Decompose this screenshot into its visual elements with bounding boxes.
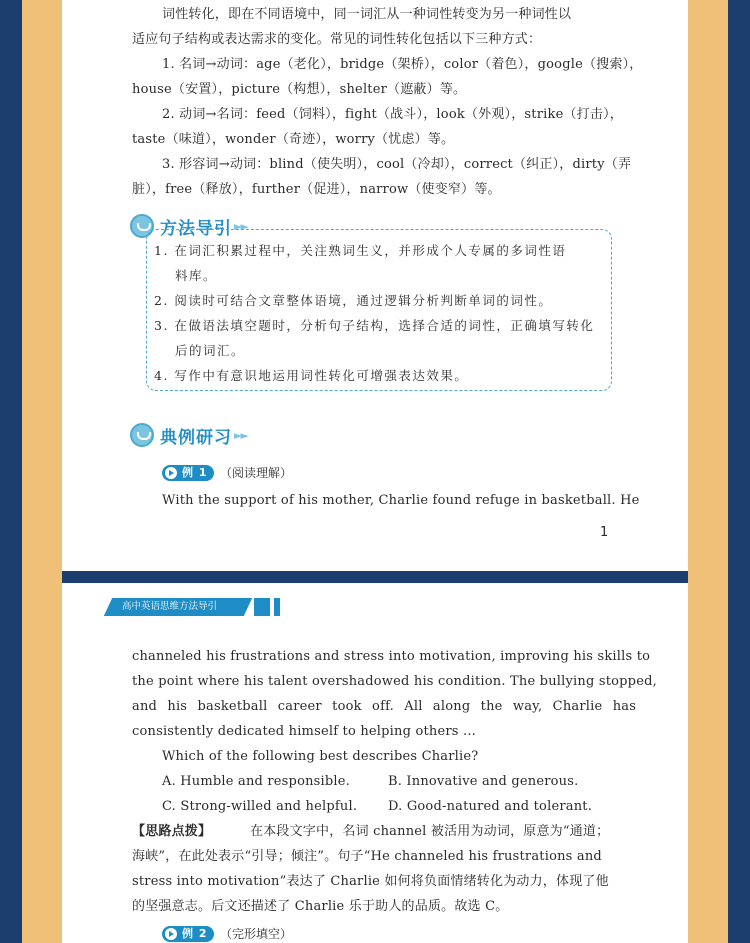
item-2-line-2: taste（味道），wonder（奇迹），worry（忧虑）等。 bbox=[132, 132, 455, 147]
tip-line: 3. 在做语法填空题时，分析句子结构，选择合适的词性，正确填写转化 bbox=[154, 318, 595, 333]
example-section-header bbox=[130, 421, 247, 449]
hint-line-2: 海峡”，在此处表示“引导；倾注”。句子“He channeled his frustrations and bbox=[132, 849, 602, 864]
tip-line: 4. 写作中有意识地运用词性转化可增强表达效果。 bbox=[154, 368, 469, 383]
page-number: 1 bbox=[600, 525, 609, 540]
intro-line-1: 词性转化，即在不同语境中，同一词汇从一种词性转变为另一种词性以 bbox=[162, 7, 572, 22]
example-2-note: （完形填空） bbox=[220, 927, 293, 941]
example-1-line-1: With the support of his mother, Charlie found refuge in basketball. He bbox=[162, 493, 640, 508]
option-d: D. Good-natured and tolerant. bbox=[388, 799, 593, 814]
example-1-badge bbox=[162, 465, 214, 481]
option-a: A. Humble and responsible. bbox=[162, 774, 351, 789]
running-head-block bbox=[254, 598, 270, 616]
passage-line-2: the point where his talent overshadowed his condition. The bullying stopped, bbox=[132, 674, 657, 689]
double-chevron-icon: ►► bbox=[234, 428, 247, 442]
item-2-line-1: 2. 动词→名词：feed（饲料），fight（战斗），look（外观），strike（打击）， bbox=[162, 107, 623, 122]
option-b: B. Innovative and generous. bbox=[388, 774, 579, 789]
play-icon bbox=[165, 928, 177, 940]
example-section-title: 典例研习 bbox=[160, 427, 232, 448]
running-head-text: 高中英语思维方法导引 bbox=[122, 601, 218, 612]
passage-line-1: channeled his frustrations and stress into motivation, improving his skills to bbox=[132, 649, 651, 664]
hint-label: 【思路点拨】 bbox=[132, 824, 212, 839]
double-chevron-icon: ►► bbox=[234, 219, 247, 233]
example-2-badge bbox=[162, 926, 214, 942]
intro-line-2: 适应句子结构或表达需求的变化。常见的词性转化包括以下三种方式： bbox=[132, 32, 542, 47]
method-section-title: 方法导引 bbox=[160, 218, 232, 239]
passage-line-4: consistently dedicated himself to helping others ... bbox=[132, 724, 476, 739]
hint-line-4: 的坚强意志。后文还描述了 Charlie 乐于助人的品质。故选 C。 bbox=[132, 899, 509, 914]
item-1-line-1: 1. 名词→动词：age（老化），bridge（架桥），color（着色），google（搜索）， bbox=[162, 57, 643, 72]
hint-line-3: stress into motivation”表达了 Charlie 如何将负面情绪转化为动力，体现了他 bbox=[132, 874, 609, 889]
section-badge-icon bbox=[130, 423, 154, 447]
play-icon bbox=[165, 467, 177, 479]
example-1-label: 例 1 bbox=[182, 466, 208, 479]
tip-line: 料库。 bbox=[175, 268, 218, 283]
hint-line-1: 在本段文字中，名词 channel 被活用为动词，原意为“通道； bbox=[250, 824, 610, 839]
option-c: C. Strong-willed and helpful. bbox=[162, 799, 358, 814]
question-text: Which of the following best describes Charlie? bbox=[162, 749, 479, 764]
running-head-block bbox=[274, 598, 280, 616]
left-side-bar bbox=[22, 0, 62, 943]
tip-line: 2. 阅读时可结合文章整体语境，通过逻辑分析判断单词的词性。 bbox=[154, 293, 553, 308]
example-2-label: 例 2 bbox=[182, 927, 208, 940]
right-side-bar bbox=[688, 0, 728, 943]
item-3-line-2: 脏），free（释放），further（促进），narrow（使变窄）等。 bbox=[132, 182, 501, 197]
tip-line: 后的词汇。 bbox=[175, 343, 246, 358]
passage-line-3: and his basketball career took off. All along the way, Charlie has bbox=[132, 699, 637, 714]
tip-line: 1. 在词汇积累过程中，关注熟词生义，并形成个人专属的多词性语 bbox=[154, 243, 567, 258]
item-3-line-1: 3. 形容词→动词：blind（使失明），cool（冷却），correct（纠正），dirty（弄 bbox=[162, 157, 632, 172]
example-1-note: （阅读理解） bbox=[220, 466, 293, 480]
item-1-line-2: house（安置），picture（构想），shelter（遮蔽）等。 bbox=[132, 82, 467, 97]
